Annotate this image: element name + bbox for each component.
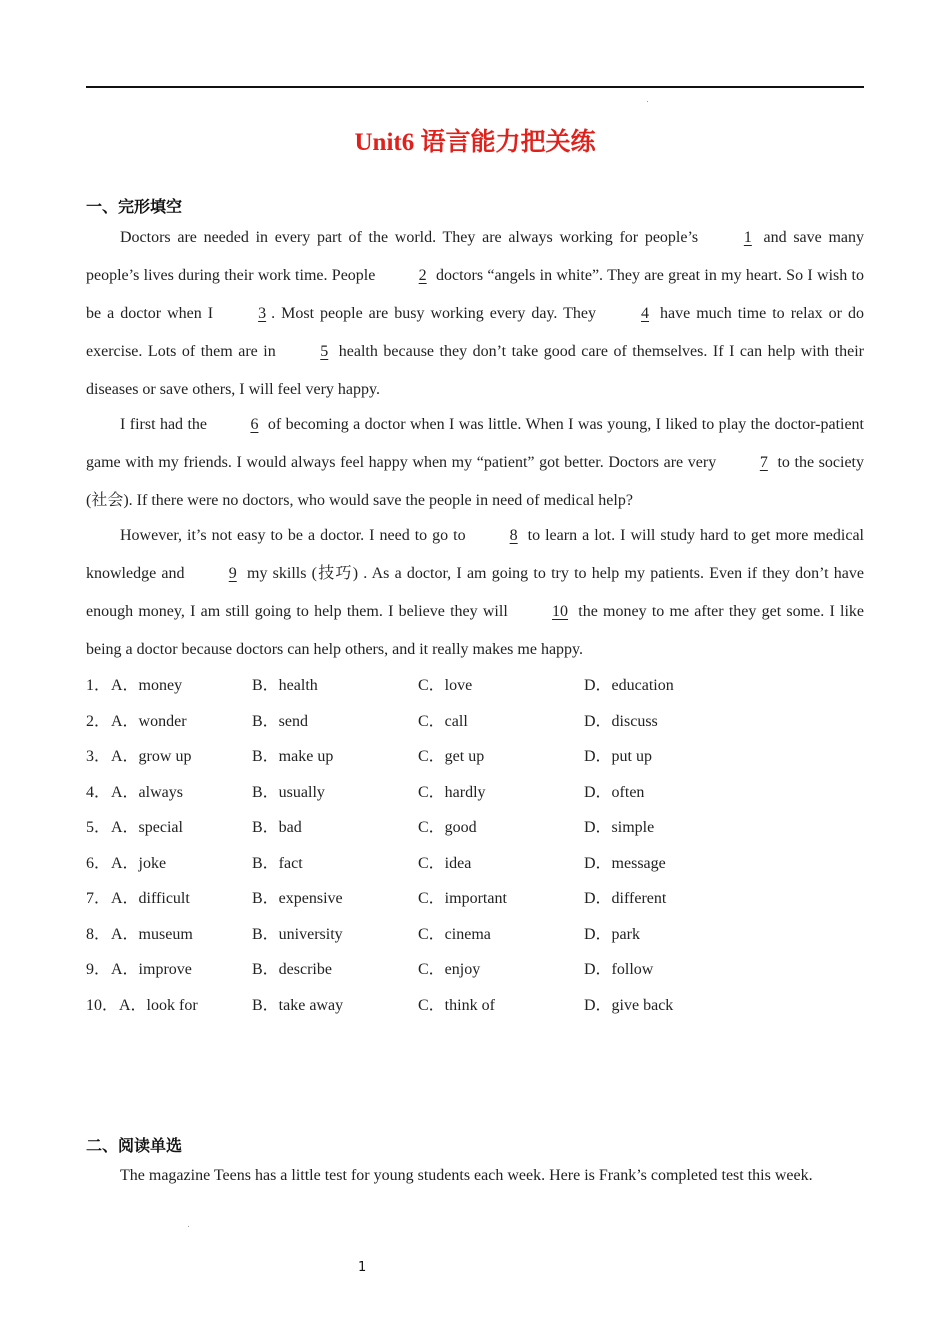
option-d[interactable]: D．education (584, 677, 674, 694)
section2-heading: 二、阅读单选 (86, 1136, 183, 1155)
option-a[interactable]: A．money (111, 677, 183, 694)
option-c[interactable]: C．important (418, 890, 507, 907)
option-b[interactable]: B．usually (252, 783, 325, 801)
blank-8: 8 (509, 527, 518, 544)
option-b[interactable]: B．health (252, 677, 318, 694)
question-row (86, 704, 864, 740)
question-number: 9． (86, 961, 111, 978)
passage-text: I first had the (120, 416, 212, 433)
question-number: 6． (86, 854, 111, 872)
question-number: 8． (86, 925, 111, 943)
option-b[interactable]: B．send (252, 712, 309, 730)
option-c[interactable]: C．love (418, 677, 473, 694)
cloze-passage (86, 219, 864, 666)
question-number: 2． (86, 712, 111, 730)
option-d[interactable]: D．often (584, 783, 645, 801)
blank-6: 6 (250, 416, 259, 433)
option-b[interactable]: B．bad (252, 819, 302, 836)
option-d[interactable]: D．give back (584, 996, 674, 1014)
passage-paragraph (86, 406, 864, 520)
blank-9: 9 (228, 565, 237, 582)
option-a[interactable]: A．wonder (111, 712, 187, 730)
option-d[interactable]: D．discuss (584, 712, 658, 730)
option-c[interactable]: C．think of (418, 996, 495, 1014)
option-d[interactable]: D．park (584, 925, 640, 943)
stray-dot (647, 101, 648, 102)
option-a[interactable]: A．difficult (111, 890, 190, 907)
option-c[interactable]: C．get up (418, 748, 485, 765)
question-row (86, 988, 864, 1024)
option-b[interactable]: B．describe (252, 961, 332, 978)
cloze-options (86, 668, 864, 1023)
option-c[interactable]: C．good (418, 819, 477, 836)
question-row (86, 881, 864, 917)
option-a[interactable]: A．look for (119, 996, 198, 1014)
option-a[interactable]: A．always (111, 783, 183, 801)
option-c[interactable]: C．idea (418, 854, 472, 872)
option-a[interactable]: A．improve (111, 961, 192, 978)
blank-4: 4 (641, 305, 650, 322)
question-row (86, 810, 864, 846)
option-b[interactable]: B．make up (252, 748, 334, 765)
option-d[interactable]: D．simple (584, 819, 655, 836)
passage-text: the money to me after they get some. I like being a doctor because doctors can help others, and it really makes me happy. (86, 603, 864, 658)
reading-intro: The magazine Teens has a little test for young students each week. Here is Frank’s completed test this week. (120, 1167, 813, 1184)
option-b[interactable]: B．expensive (252, 890, 343, 907)
option-d[interactable]: D．put up (584, 748, 653, 765)
passage-text: However, it’s not easy to be a doctor. I need to go to (120, 527, 471, 544)
option-d[interactable]: D．message (584, 854, 666, 872)
blank-3: 3 (258, 305, 267, 322)
question-number: 3． (86, 748, 111, 765)
question-row (86, 917, 864, 953)
blank-7: 7 (759, 454, 768, 471)
question-number: 5． (86, 819, 111, 836)
option-a[interactable]: A．joke (111, 854, 167, 872)
option-a[interactable]: A．grow up (111, 748, 192, 765)
passage-text: Doctors are needed in every part of the world. They are always working for people’s (120, 229, 705, 246)
section1-heading: 一、完形填空 (86, 197, 183, 216)
blank-1: 1 (743, 229, 752, 246)
option-d[interactable]: D．different (584, 890, 667, 907)
passage-text: to learn a lot. I will study hard to get more medical knowledge and (86, 527, 865, 582)
page-number: 1 (358, 1260, 367, 1275)
option-c[interactable]: C．call (418, 712, 468, 730)
passage-paragraph (86, 517, 864, 669)
question-row (86, 775, 864, 811)
option-b[interactable]: B．fact (252, 854, 303, 872)
question-number: 1． (86, 677, 111, 694)
passage-text: . Most people are busy working every day. They (271, 305, 603, 322)
passage-text: doctors “angels in white”. They are great in my heart. So I wish to be a doctor when I (86, 267, 865, 322)
passage-text: and save many people’s lives during their work time. People (86, 229, 864, 284)
question-number: 4． (86, 783, 111, 801)
question-number: 10． (86, 996, 119, 1014)
passage-text: my skills (技巧) . As a doctor, I am going to try to help my patients. Even if they don’t have enough money, I am still going to help them. I believe they will (86, 565, 864, 620)
page-title: Unit6 语言能力把关练 (354, 129, 596, 156)
option-a[interactable]: A．special (111, 819, 183, 836)
option-b[interactable]: B．take away (252, 996, 344, 1014)
passage-text: to the society (社会). If there were no doctors, who would save the people in need of medical help? (86, 454, 865, 509)
question-row (86, 739, 864, 775)
passage-text: health because they don’t take good care of themselves. If I can help with their diseases or save others, I will feel very happy. (86, 343, 864, 398)
option-c[interactable]: C．hardly (418, 783, 486, 801)
question-number: 7． (86, 890, 111, 907)
blank-5: 5 (320, 343, 329, 360)
question-row (86, 846, 864, 882)
passage-paragraph (86, 219, 864, 409)
blank-2: 2 (418, 267, 427, 284)
blank-10: 10 (552, 603, 569, 620)
passage-text: of becoming a doctor when I was little. When I was young, I liked to play the doctor-patient game with my friends. I would always feel happy when my “patient” got better. Doctors are very (86, 416, 865, 471)
option-c[interactable]: C．cinema (418, 925, 491, 943)
header-rule (86, 86, 864, 88)
option-b[interactable]: B．university (252, 925, 343, 943)
question-row (86, 952, 864, 988)
option-a[interactable]: A．museum (111, 925, 193, 943)
option-c[interactable]: C．enjoy (418, 961, 481, 978)
stray-dot (188, 1226, 189, 1227)
option-d[interactable]: D．follow (584, 961, 654, 978)
passage-text: have much time to relax or do exercise. Lots of them are in (86, 305, 865, 360)
question-row (86, 668, 864, 704)
